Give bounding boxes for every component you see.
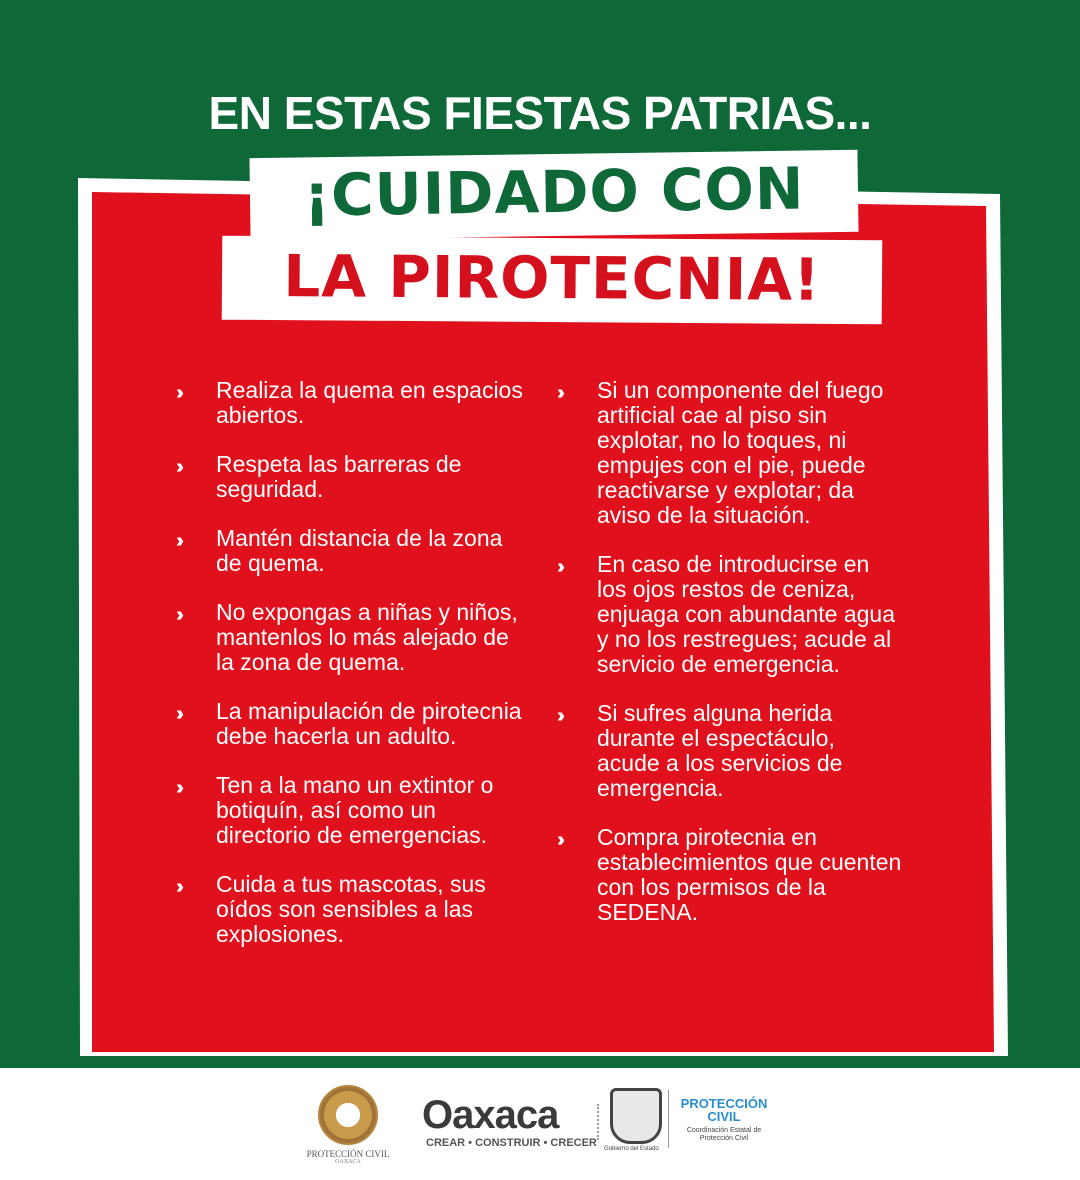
pc-logo-sub: OAXACA <box>335 1159 361 1165</box>
list-item: ››› En caso de introducirse en los ojos restos de ceniza, enjuaga con abundante agua y no los restregues; acude al servicio de emergencia. <box>557 551 896 677</box>
divider <box>668 1090 669 1148</box>
list-item: ››› La manipulación de pirotecnia debe hacerla un adulto. <box>176 698 522 749</box>
title-box-1 <box>249 150 858 240</box>
chevrons-icon: ››› <box>176 604 178 626</box>
list-item: ››› Respeta las barreras de seguridad. <box>176 451 462 502</box>
pc-title: PROTECCIÓN CIVIL <box>680 1096 768 1124</box>
right-column <box>557 378 902 949</box>
list-item: ››› Cuida a tus mascotas, sus oídos son sensibles a las explosiones. <box>176 871 486 947</box>
chevrons-icon: ››› <box>176 456 178 478</box>
list-item: ››› Si sufres alguna herida durante el espectáculo, acude a los servicios de emergencia. <box>557 700 843 801</box>
chevrons-icon: ››› <box>176 530 178 552</box>
title-line-2: LA PIROTECNIA! <box>283 242 821 314</box>
triangle-seal-icon <box>318 1085 378 1145</box>
divider <box>597 1104 601 1140</box>
state-seal-icon <box>610 1088 662 1144</box>
chevrons-icon: ››› <box>557 829 559 851</box>
chevrons-icon: ››› <box>176 703 178 725</box>
list-item: ››› No expongas a niñas y niños, mantenlos lo más alejado de la zona de quema. <box>176 599 518 675</box>
chevrons-icon: ››› <box>176 876 178 898</box>
list-item: ››› Realiza la quema en espacios abiertos. <box>176 377 523 428</box>
chevrons-icon: ››› <box>176 382 178 404</box>
pc-logo-caption: PROTECCIÓN CIVIL <box>306 1149 390 1159</box>
chevrons-icon: ››› <box>176 777 178 799</box>
title-box-2 <box>222 236 883 325</box>
list-item: ››› Ten a la mano un extintor o botiquín, así como un directorio de emergencias. <box>176 772 494 848</box>
gov-caption: Gobierno del Estado <box>604 1146 659 1152</box>
oaxaca-tagline: CREAR • CONSTRUIR • CRECER <box>426 1137 597 1149</box>
chevrons-icon: ››› <box>557 705 559 727</box>
proteccion-civil-logo <box>305 1085 391 1165</box>
title-line-1: ¡CUIDADO CON <box>303 154 805 230</box>
oaxaca-logo: Oaxaca <box>422 1093 559 1137</box>
chevrons-icon: ››› <box>557 382 559 404</box>
list-item: ››› Si un componente del fuego artificial cae al piso sin explotar, no lo toques, ni empujes con el pie, puede reactivarse y explotar; da aviso de la situación. <box>557 377 884 528</box>
left-column <box>176 378 526 971</box>
list-item: ››› Compra pirotecnia en establecimientos que cuenten con los permisos de la SEDENA. <box>557 824 902 925</box>
headline: EN ESTAS FIESTAS PATRIAS... <box>208 87 872 139</box>
pc-description: Coordinación Estatal de Protección Civil <box>686 1127 762 1142</box>
list-item: ››› Mantén distancia de la zona de quema. <box>176 525 503 576</box>
chevrons-icon: ››› <box>557 556 559 578</box>
